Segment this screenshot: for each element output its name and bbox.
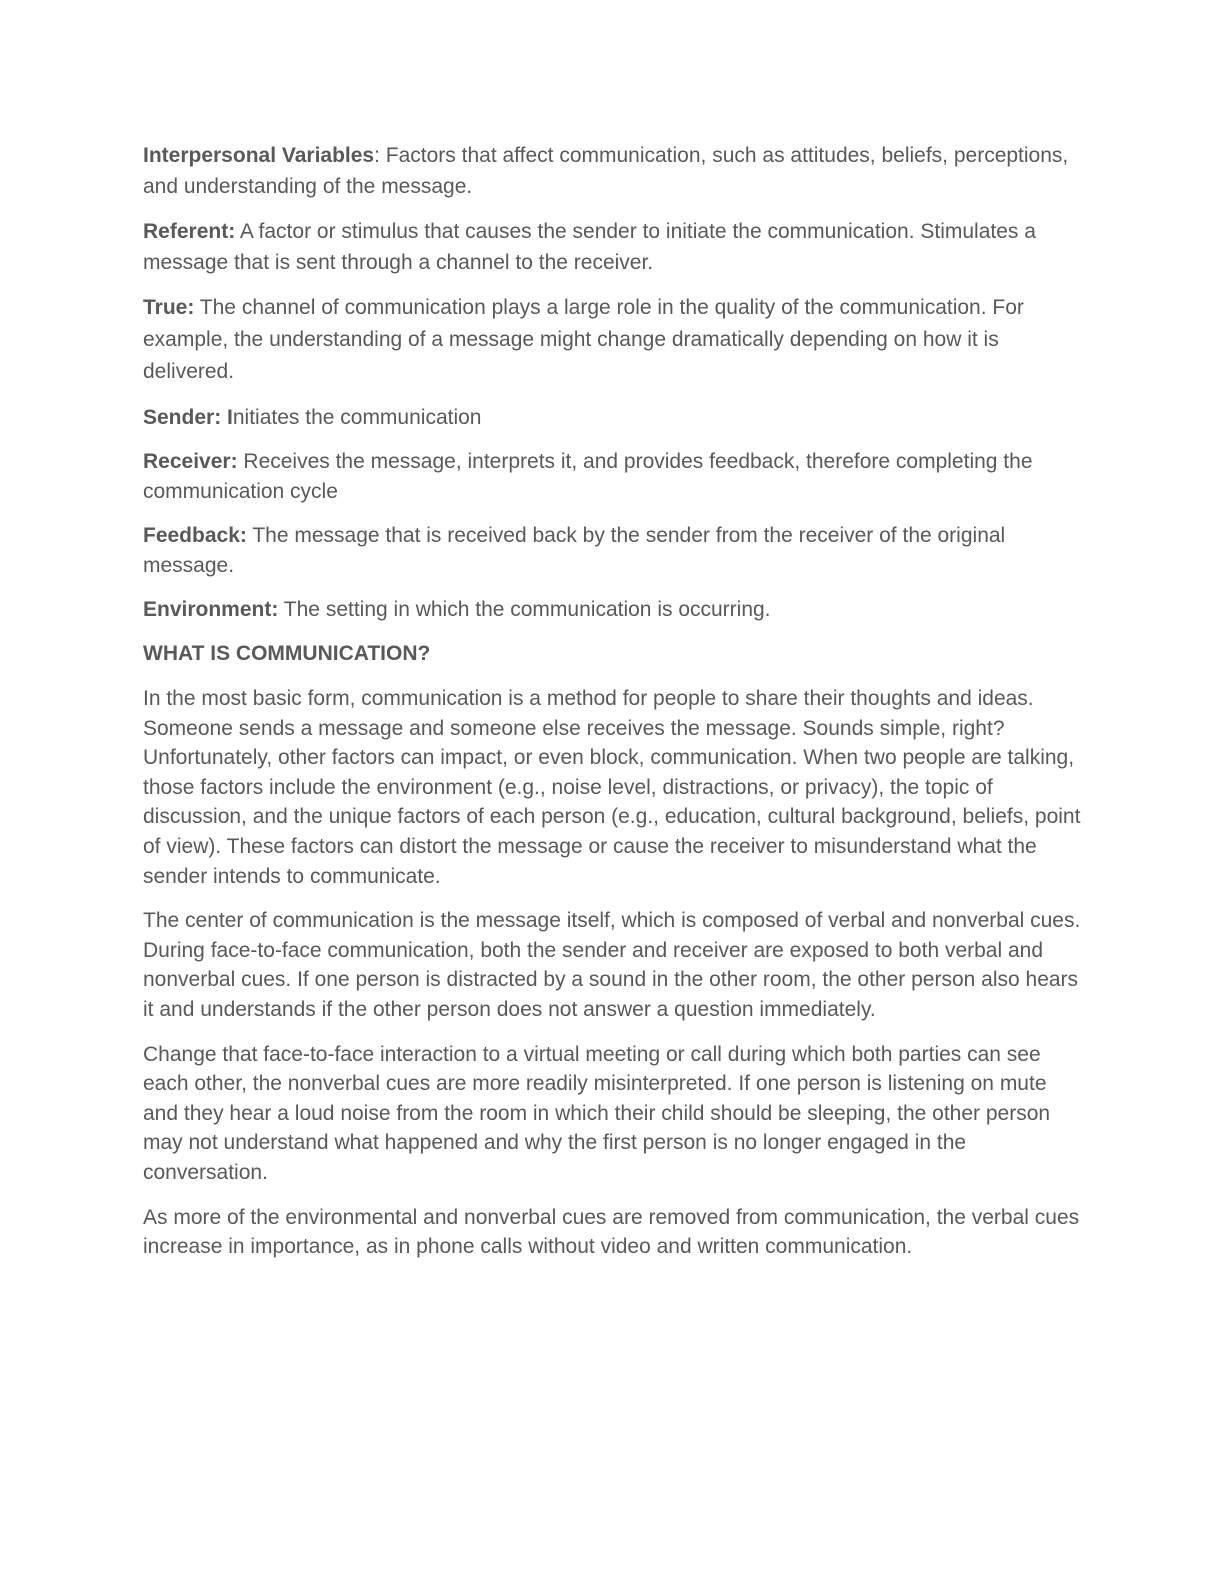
definition-true xyxy=(143,292,1083,388)
definition-receiver xyxy=(143,447,1083,507)
body-paragraph: In the most basic form, communication is a method for people to share their thoughts and ideas. Someone sends a message and someone else receives the message. Sounds simple, right? Unfortunately, other factors can impact, or even block, communication. When two people are talking, those factors include the environment (e.g., noise level, distractions, or privacy), the topic of discussion, and the unique factors of each person (e.g., education, cultural background, beliefs, point of view). These factors can distort the message or cause the receiver to misunderstand what the sender intends to communicate. xyxy=(143,687,1081,888)
definition-text: The message that is received back by the sender from the receiver of the original message. xyxy=(143,524,1006,577)
definition-term: Receiver: xyxy=(143,450,238,473)
body-paragraph: The center of communication is the message itself, which is composed of verbal and nonverbal cues. During face-to-face communication, both the sender and receiver are exposed to both verbal and nonverbal cues. If one person is distracted by a sound in the other room, the other person also hears it and understands if the other person does not answer a question immediately. xyxy=(143,909,1081,1021)
definition-term: Referent: xyxy=(143,220,236,243)
definition-term: True: xyxy=(143,296,195,319)
definition-text: nitiates the communication xyxy=(232,406,482,429)
definition-term: Environment: xyxy=(143,598,279,621)
definition-text: Factors that affect communication, such as attitudes, beliefs, perceptions, and understanding of the message. xyxy=(143,144,1069,198)
definition-feedback xyxy=(143,521,1083,581)
definition-interpersonal-variables xyxy=(143,140,1083,202)
definition-text: A factor or stimulus that causes the sender to initiate the communication. Stimulates a message that is sent through a channel to the receiver. xyxy=(143,220,1036,274)
definition-text: The setting in which the communication is occurring. xyxy=(278,598,771,621)
definition-separator: : xyxy=(374,144,380,167)
definition-term: Interpersonal Variables xyxy=(143,144,375,167)
body-paragraph: As more of the environmental and nonverbal cues are removed from communication, the verbal cues increase in importance, as in phone calls without video and written communication. xyxy=(143,1205,1080,1259)
definition-text: Receives the message, interprets it, and provides feedback, therefore completing the communication cycle xyxy=(143,450,1033,503)
definition-referent xyxy=(143,216,1083,278)
definition-environment xyxy=(143,595,1083,625)
body-paragraph: Change that face-to-face interaction to a virtual meeting or call during which both parties can see each other, the nonverbal cues are more readily misinterpreted. If one person is listening on mute and they hear a loud noise from the room in which their child should be sleeping, the other person may not understand what happened and why the first person is no longer engaged in the conversation. xyxy=(143,1042,1051,1184)
definition-term: Sender: I xyxy=(143,406,233,429)
definition-text: The channel of communication plays a large role in the quality of the communication. For example, the understanding of a message might change dramatically depending on how it is delivered. xyxy=(143,296,1024,383)
definition-term: Feedback: xyxy=(143,524,247,547)
section-heading: WHAT IS COMMUNICATION? xyxy=(143,642,431,665)
document-page xyxy=(143,140,1083,1277)
definition-sender xyxy=(143,402,1083,433)
